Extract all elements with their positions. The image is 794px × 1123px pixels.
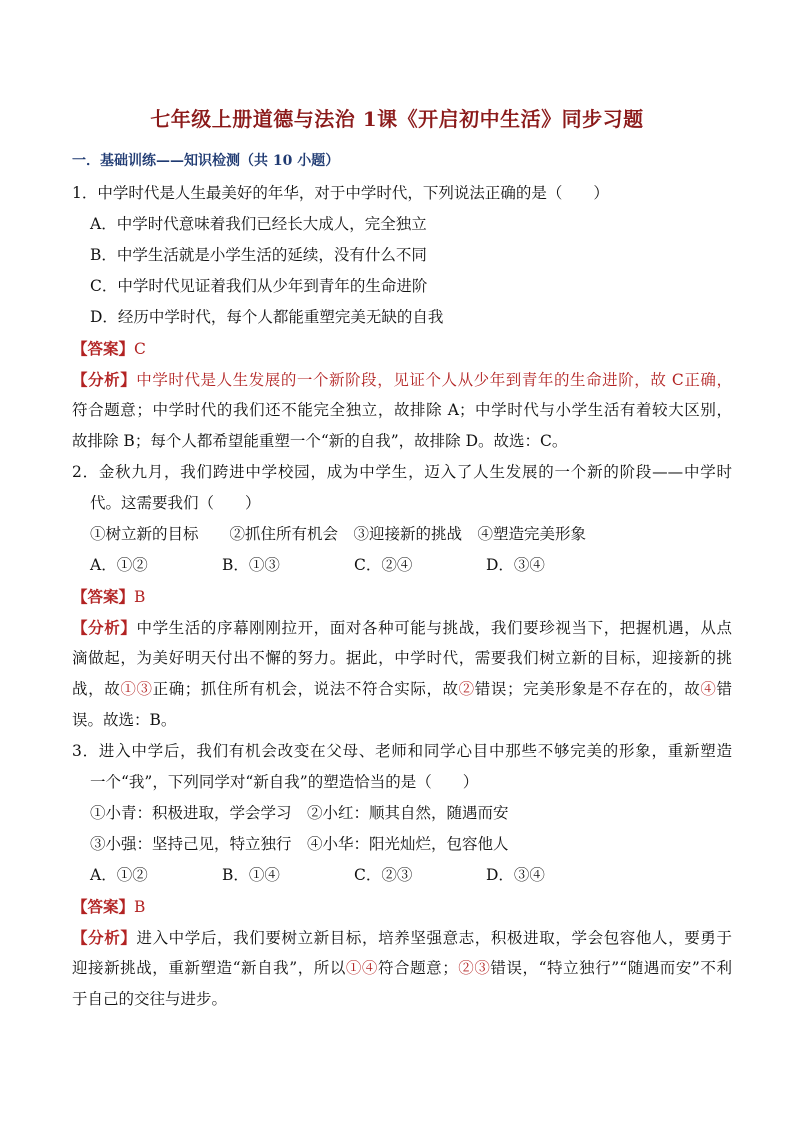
option-c: C．②③: [354, 866, 413, 884]
option-a: A．①②: [90, 556, 148, 574]
question-3-analysis-line: [72, 953, 732, 984]
highlight-choice: ②③: [457, 959, 491, 977]
question-2-answer: [72, 581, 145, 612]
analysis-text: 中学生活的序幕刚刚拉开，面对各种可能与挑战，我们要珍视当下，把握机遇，从点: [136, 619, 732, 637]
analysis-text: 错: [716, 680, 732, 698]
question-2-items: ①树立新的目标 ②抓住所有机会 ③迎接新的挑战 ④塑造完美形象: [90, 525, 587, 543]
analysis-text: 迎接新挑战，重新塑造“新自我”，所以: [72, 959, 346, 977]
question-3-stem: 3．进入中学后，我们有机会改变在父母、老师和同学心目中那些不够完美的形象，重新塑造: [72, 742, 732, 760]
question-2-analysis-line: 误。故选：B。: [72, 711, 177, 729]
page-title: 七年级上册道德与法治 1课《开启初中生活》同步习题: [150, 107, 644, 131]
section-heading: 一．基础训练——知识检测（共 10 小题）: [72, 153, 340, 169]
question-1-analysis-line: 符合题意；中学时代的我们还不能完全独立，故排除 A；中学时代与小学生活有着较大区别，: [72, 401, 732, 419]
answer-value: C: [134, 340, 146, 358]
question-3-stem: 一个“我”，下列同学对“新自我”的塑造恰当的是（ ）: [90, 773, 479, 791]
answer-tag: 【答案】: [72, 339, 135, 358]
question-1-option-a: A．中学时代意味着我们已经长大成人，完全独立: [90, 215, 427, 233]
analysis-tag: 【分析】: [72, 370, 137, 389]
highlight-choice: ④: [700, 680, 717, 698]
question-1-analysis-line: [72, 364, 732, 395]
question-1-stem: 1．中学时代是人生最美好的年华，对于中学时代，下列说法正确的是（ ）: [72, 184, 609, 202]
analysis-text: 符合题意；: [378, 959, 458, 977]
question-1-analysis-line: 故排除 B；每个人都希望能重塑一个“新的自我”，故排除 D。故选：C。: [72, 432, 568, 450]
option-a: A．①②: [90, 866, 148, 884]
answer-value: B: [134, 588, 146, 606]
question-2-analysis-line: [72, 612, 732, 643]
analysis-text: 进入中学后，我们要树立新目标，培养坚强意志，积极进取，学会包容他人，要勇于: [136, 929, 732, 947]
analysis-text: 正确；抓住所有机会，说法不符合实际，故: [152, 680, 459, 698]
question-1-answer: [72, 333, 146, 364]
analysis-text: 战，故: [72, 680, 121, 698]
question-3-items: ①小青：积极进取，学会学习 ②小红：顺其自然，随遇而安: [90, 804, 509, 822]
highlight-choice: ①③: [120, 680, 153, 698]
analysis-text: 错误；完美形象是不存在的，故: [474, 680, 701, 698]
analysis-tag: 【分析】: [72, 618, 137, 637]
question-3-analysis-line: 于自己的交往与进步。: [72, 990, 228, 1008]
option-b: B．①③: [222, 556, 280, 574]
analysis-text: 错误，“特立独行”“随遇而安”不利: [490, 959, 732, 977]
question-1-option-b: B．中学生活就是小学生活的延续，没有什么不同: [90, 246, 427, 264]
question-2-stem: 2．金秋九月，我们跨进中学校园，成为中学生，迈入了人生发展的一个新的阶段——中学时: [72, 463, 732, 481]
question-2-analysis-line: [72, 674, 732, 705]
option-b: B．①④: [222, 866, 280, 884]
answer-tag: 【答案】: [72, 897, 135, 916]
answer-value: B: [134, 898, 146, 916]
question-1-option-d: D．经历中学时代，每个人都能重塑完美无缺的自我: [90, 308, 444, 326]
option-c: C．②④: [354, 556, 413, 574]
question-3-analysis-line: [72, 922, 732, 953]
question-3-options: [90, 860, 618, 891]
question-2-stem: 代。这需要我们（ ）: [90, 494, 261, 512]
highlight-choice: ②: [458, 680, 475, 698]
option-d: D．③④: [486, 556, 545, 574]
question-3-items: ③小强：坚持己见，特立独行 ④小华：阳光灿烂，包容他人: [90, 835, 509, 853]
answer-tag: 【答案】: [72, 587, 135, 606]
highlight-choice: ①④: [345, 959, 378, 977]
question-3-answer: [72, 891, 145, 922]
question-2-options: [90, 550, 618, 581]
question-1-option-c: C．中学时代见证着我们从少年到青年的生命进阶: [90, 277, 428, 295]
question-2-analysis-line: 滴做起，为美好明天付出不懈的努力。据此，中学时代，需要我们树立新的目标，迎接新的挑: [72, 649, 732, 667]
option-d: D．③④: [486, 866, 545, 884]
analysis-tag: 【分析】: [72, 928, 137, 947]
analysis-text: 中学时代是人生发展的一个新阶段，见证个人从少年到青年的生命进阶，故 C正确，: [136, 371, 732, 389]
